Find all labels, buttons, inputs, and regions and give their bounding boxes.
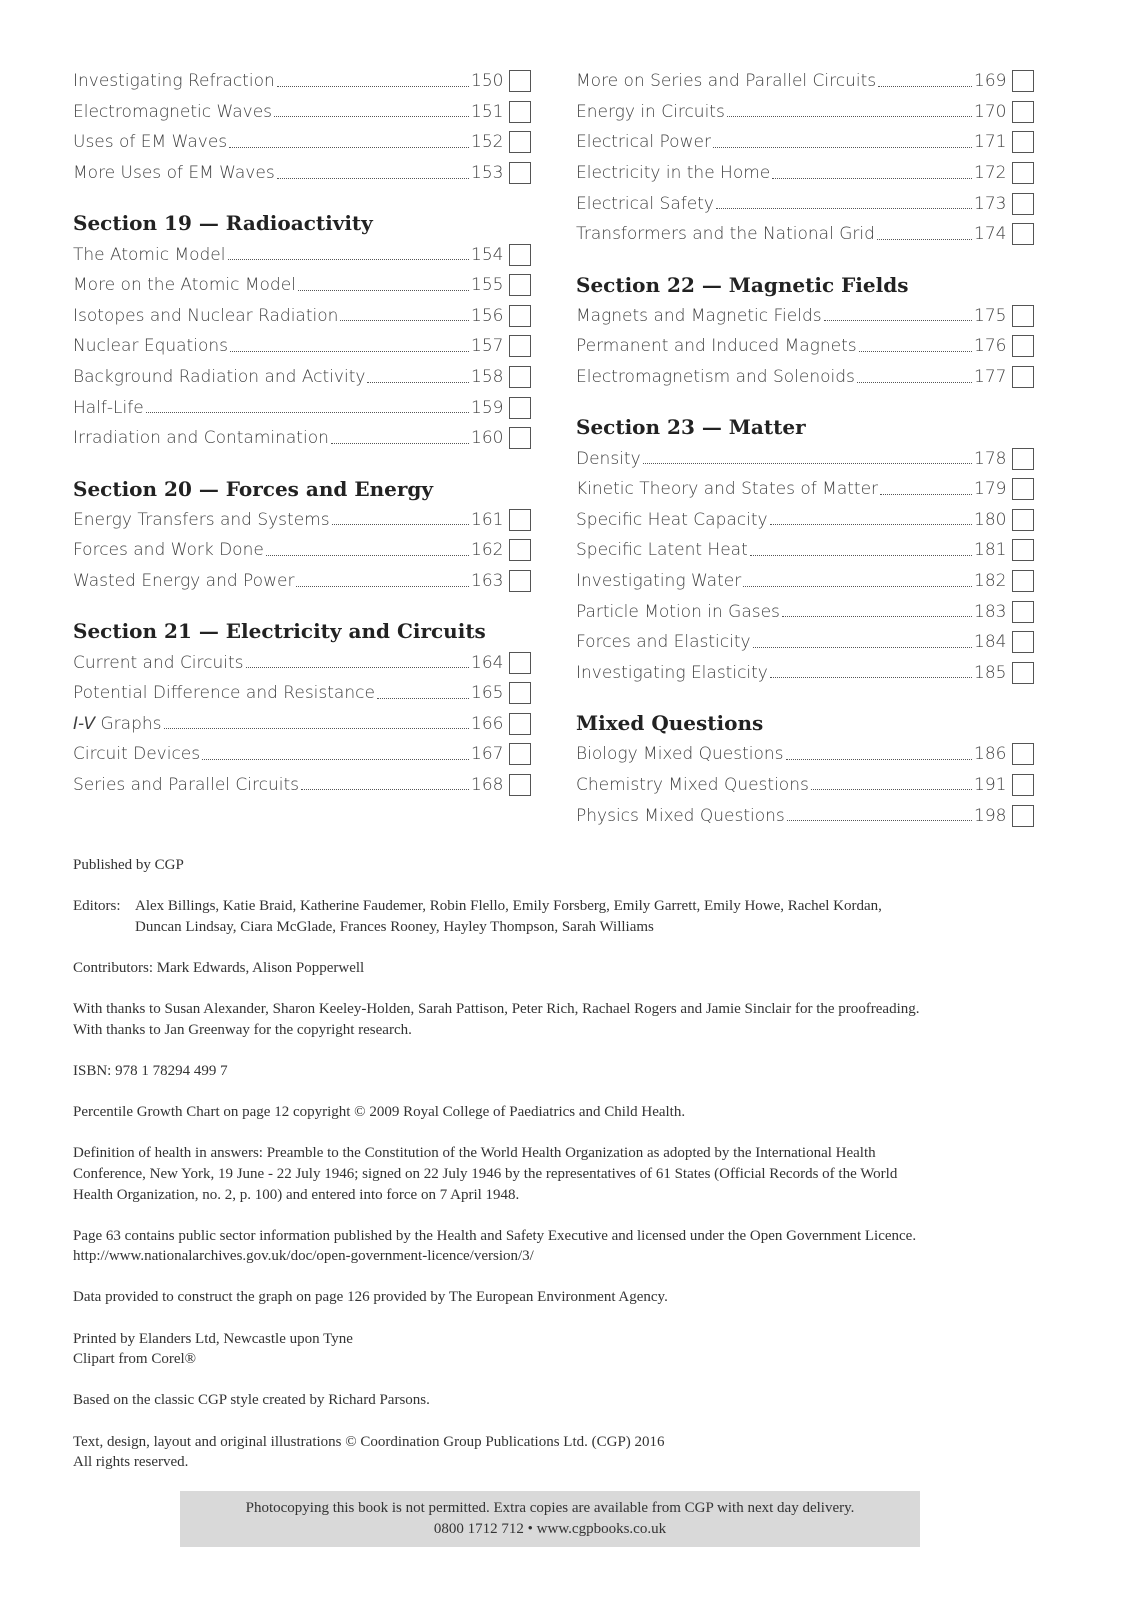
section-heading-section-23-matter: Section 23 — Matter: [576, 415, 806, 440]
progress-checkbox[interactable]: [1012, 662, 1034, 684]
toc-entry-title: Electromagnetic Waves: [73, 101, 273, 122]
toc-entry-title: Irradiation and Contamination: [73, 428, 329, 449]
dot-leader: [340, 320, 469, 321]
toc-entry-title: Investigating Refraction: [73, 71, 275, 92]
toc-entry-title: Chemistry Mixed Questions: [576, 774, 809, 795]
contributors: Contributors: Mark Edwards, Alison Popperwell: [73, 959, 365, 976]
toc-page-number: 151: [471, 101, 504, 122]
dot-leader: [164, 728, 470, 729]
progress-checkbox[interactable]: [1012, 570, 1034, 592]
toc-entry-title: Physics Mixed Questions: [576, 805, 785, 826]
toc-entry: [576, 566, 1034, 597]
toc-entry: [576, 596, 1034, 627]
toc-entry: [576, 443, 1034, 474]
toc-entry-title: The Atomic Model: [73, 244, 226, 265]
toc-entry: [73, 739, 531, 770]
toc-entry: [576, 770, 1034, 801]
photocopy-notice: [180, 1491, 920, 1547]
toc-page-number: 157: [471, 336, 504, 357]
dot-leader: [277, 178, 469, 179]
progress-checkbox[interactable]: [1012, 101, 1034, 123]
dot-leader: [266, 555, 469, 556]
definition-credit: [73, 1143, 1073, 1205]
progress-checkbox[interactable]: [509, 70, 531, 92]
thanks-line-2: With thanks to Jan Greenway for the copyright research.: [73, 1021, 412, 1038]
progress-checkbox[interactable]: [1012, 305, 1034, 327]
definition-line-1: Definition of health in answers: Preamble to the Constitution of the World Health Organization as adopted by the International Health: [73, 1145, 876, 1162]
toc-entry: [576, 97, 1034, 128]
progress-checkbox[interactable]: [509, 335, 531, 357]
toc-entry: [73, 362, 531, 393]
dot-leader: [782, 616, 972, 617]
toc-entry: [73, 709, 531, 740]
copyright-line: Text, design, layout and original illustrations © Coordination Group Publications Ltd. (CGP) 2016: [73, 1433, 665, 1450]
toc-page-number: 171: [974, 132, 1007, 153]
progress-checkbox[interactable]: [509, 652, 531, 674]
toc-entry-title: Half-Life: [73, 397, 144, 418]
toc-entry-title: Density: [576, 448, 641, 469]
progress-checkbox[interactable]: [1012, 539, 1034, 561]
toc-page-number: 198: [974, 805, 1007, 826]
toc-right-column: [576, 66, 1034, 831]
progress-checkbox[interactable]: [509, 774, 531, 796]
toc-page-number: 176: [974, 336, 1007, 357]
style-credit: Based on the classic CGP style created by Richard Parsons.: [73, 1392, 430, 1409]
progress-checkbox[interactable]: [1012, 743, 1034, 765]
toc-entry: [73, 423, 531, 454]
toc-entry: [73, 392, 531, 423]
toc-entry-title: Particle Motion in Gases: [576, 601, 780, 622]
progress-checkbox[interactable]: [1012, 70, 1034, 92]
toc-entry-title: Nuclear Equations: [73, 336, 228, 357]
progress-checkbox[interactable]: [1012, 601, 1034, 623]
toc-page-number: 173: [974, 193, 1007, 214]
dot-leader: [772, 178, 972, 179]
toc-page-number: 182: [974, 571, 1007, 592]
progress-checkbox[interactable]: [1012, 448, 1034, 470]
editors-line-2: Duncan Lindsay, Ciara McGlade, Frances Rooney, Hayley Thompson, Sarah Williams: [135, 918, 654, 935]
dot-leader: [713, 147, 972, 148]
dot-leader: [859, 351, 972, 352]
toc-page-number: 179: [974, 479, 1007, 500]
toc-entry: [576, 66, 1034, 97]
rights-reserved: All rights reserved.: [73, 1454, 189, 1471]
dot-leader: [824, 320, 972, 321]
progress-checkbox[interactable]: [509, 682, 531, 704]
notice-line-2: 0800 1712 712 • www.cgpbooks.co.uk: [433, 1520, 667, 1537]
toc-page-number: 158: [471, 367, 504, 388]
section-heading-mixed-questions: Mixed Questions: [576, 711, 764, 736]
toc-left-column: [73, 66, 531, 800]
toc-entry-title: Kinetic Theory and States of Matter: [576, 479, 879, 500]
definition-line-2: Conference, New York, 19 June - 22 July 1946; signed on 22 July 1946 by the representatives of 61 States (Official Records of the World: [73, 1165, 898, 1182]
toc-entry-title: Wasted Energy and Power: [73, 571, 295, 592]
dot-leader: [296, 586, 469, 587]
toc-page-number: 185: [974, 662, 1007, 683]
dot-leader: [228, 259, 470, 260]
dot-leader: [202, 759, 469, 760]
toc-entry: [73, 239, 531, 270]
progress-checkbox[interactable]: [1012, 223, 1034, 245]
progress-checkbox[interactable]: [509, 101, 531, 123]
dot-leader: [146, 412, 469, 413]
toc-entry: [576, 301, 1034, 332]
toc-page-number: 154: [471, 244, 504, 265]
editors-label: Editors:: [73, 898, 121, 915]
dot-leader: [857, 382, 972, 383]
progress-checkbox[interactable]: [1012, 805, 1034, 827]
dot-leader: [229, 147, 469, 148]
progress-checkbox[interactable]: [1012, 366, 1034, 388]
toc-page-number: 160: [471, 428, 504, 449]
toc-entry: [576, 331, 1034, 362]
dot-leader: [716, 208, 972, 209]
data-credit: Data provided to construct the graph on page 126 provided by The European Environment Agency.: [73, 1289, 668, 1306]
progress-checkbox[interactable]: [509, 274, 531, 296]
toc-page-number: 183: [974, 601, 1007, 622]
progress-checkbox[interactable]: [509, 305, 531, 327]
progress-checkbox[interactable]: [1012, 193, 1034, 215]
toc-entry: [576, 474, 1034, 505]
toc-page-number: 169: [974, 71, 1007, 92]
definition-line-3: Health Organization, no. 2, p. 100) and entered into force on 7 April 1948.: [73, 1186, 520, 1203]
dot-leader: [880, 494, 972, 495]
dot-leader: [230, 351, 469, 352]
progress-checkbox[interactable]: [1012, 774, 1034, 796]
page63-link: http://www.nationalarchives.gov.uk/doc/open-government-licence/version/3/: [73, 1248, 534, 1265]
dot-leader: [367, 382, 469, 383]
toc-entry-title: Energy in Circuits: [576, 101, 725, 122]
toc-entry-title: Uses of EM Waves: [73, 132, 228, 153]
thanks-line-1: With thanks to Susan Alexander, Sharon Keeley-Holden, Sarah Pattison, Peter Rich, Rachael Rogers and Jamie Sinclair for the proofreading.: [73, 1001, 920, 1018]
toc-page-number: 155: [471, 275, 504, 296]
toc-page-number: 156: [471, 305, 504, 326]
toc-page-number: 174: [974, 224, 1007, 245]
toc-entry: [73, 301, 531, 332]
progress-checkbox[interactable]: [509, 509, 531, 531]
page63-credit: [73, 1226, 1073, 1267]
printer-credit: [73, 1329, 1073, 1370]
dot-leader: [770, 677, 972, 678]
toc-entry-title: Energy Transfers and Systems: [73, 509, 330, 530]
toc-entry: [73, 331, 531, 362]
progress-checkbox[interactable]: [1012, 631, 1034, 653]
toc-page-number: 152: [471, 132, 504, 153]
dot-leader: [770, 524, 972, 525]
toc-page-number: 181: [974, 540, 1007, 561]
toc-entry-title: Electromagnetism and Solenoids: [576, 367, 855, 388]
dot-leader: [750, 555, 972, 556]
toc-entry-title: Background Radiation and Activity: [73, 367, 366, 388]
toc-entry: [576, 127, 1034, 158]
toc-page-number: 167: [471, 744, 504, 765]
toc-page-number: 163: [471, 571, 504, 592]
toc-page-number: 164: [471, 652, 504, 673]
toc-entry-title: Forces and Work Done: [73, 540, 264, 561]
toc-page-number: 168: [471, 774, 504, 795]
dot-leader: [277, 86, 469, 87]
toc-entry: [576, 188, 1034, 219]
toc-entry: [73, 66, 531, 97]
section-heading-section-21-electricity-and-circuits: Section 21 — Electricity and Circuits: [73, 619, 486, 644]
toc-entry-title: Permanent and Induced Magnets: [576, 336, 857, 357]
section-heading-section-20-forces-and-energy: Section 20 — Forces and Energy: [73, 476, 433, 501]
isbn: ISBN: 978 1 78294 499 7: [73, 1062, 228, 1079]
progress-checkbox[interactable]: [509, 570, 531, 592]
toc-entry-title: Forces and Elasticity: [576, 632, 751, 653]
dot-leader: [331, 443, 469, 444]
progress-checkbox[interactable]: [509, 131, 531, 153]
section-heading-section-19-radioactivity: Section 19 — Radioactivity: [73, 211, 373, 236]
percentile-credit: Percentile Growth Chart on page 12 copyright © 2009 Royal College of Paediatrics and Child Health.: [73, 1104, 686, 1121]
toc-entry: [73, 97, 531, 128]
dot-leader: [753, 647, 972, 648]
progress-checkbox[interactable]: [509, 713, 531, 735]
toc-entry-title: Circuit Devices: [73, 744, 201, 765]
dot-leader: [332, 524, 469, 525]
section-heading-section-22-magnetic-fields: Section 22 — Magnetic Fields: [576, 272, 909, 297]
toc-entry-title-italic: I-V: [73, 713, 96, 734]
toc-page-number: 165: [471, 683, 504, 704]
dot-leader: [877, 239, 972, 240]
toc-entry-title: Series and Parallel Circuits: [73, 774, 299, 795]
dot-leader: [246, 667, 469, 668]
progress-checkbox[interactable]: [509, 162, 531, 184]
toc-page-number: 172: [974, 163, 1007, 184]
published-by: Published by CGP: [73, 857, 184, 873]
toc-entry: [576, 505, 1034, 536]
toc-page-number: 175: [974, 305, 1007, 326]
dot-leader: [727, 116, 972, 117]
toc-entry: [73, 127, 531, 158]
toc-entry-title: More on the Atomic Model: [73, 275, 296, 296]
toc-entry: [73, 535, 531, 566]
progress-checkbox[interactable]: [509, 397, 531, 419]
printed-by: Printed by Elanders Ltd, Newcastle upon Tyne: [73, 1330, 353, 1347]
toc-entry: [576, 219, 1034, 250]
toc-entry-title-rest: Graphs: [95, 713, 162, 734]
toc-entry: [73, 770, 531, 801]
dot-leader: [377, 698, 469, 699]
page63-line-1: Page 63 contains public sector information published by the Health and Safety Executive and licensed under the Open Government Licence.: [73, 1227, 917, 1244]
toc-page-number: 186: [974, 744, 1007, 765]
toc-entry: [576, 362, 1034, 393]
dot-leader: [811, 789, 972, 790]
toc-page-number: 177: [974, 367, 1007, 388]
toc-page-number: 166: [471, 713, 504, 734]
toc-entry: [576, 535, 1034, 566]
progress-checkbox[interactable]: [1012, 478, 1034, 500]
toc-entry-title: Specific Heat Capacity: [576, 509, 768, 530]
toc-entry-title: Investigating Elasticity: [576, 662, 768, 683]
toc-entry: [576, 158, 1034, 189]
progress-checkbox[interactable]: [509, 539, 531, 561]
thanks: [73, 999, 1073, 1040]
toc-entry-title: Current and Circuits: [73, 652, 244, 673]
toc-entry-title: Biology Mixed Questions: [576, 744, 784, 765]
toc-entry-title: Electrical Power: [576, 132, 711, 153]
progress-checkbox[interactable]: [509, 427, 531, 449]
progress-checkbox[interactable]: [1012, 335, 1034, 357]
dot-leader: [301, 789, 469, 790]
toc-page-number: 178: [974, 448, 1007, 469]
toc-entry-title: Investigating Water: [576, 571, 742, 592]
progress-checkbox[interactable]: [1012, 162, 1034, 184]
toc-page-number: 180: [974, 509, 1007, 530]
dot-leader: [298, 290, 469, 291]
progress-checkbox[interactable]: [1012, 509, 1034, 531]
toc-entry: [73, 158, 531, 189]
toc-entry: [73, 270, 531, 301]
dot-leader: [743, 586, 972, 587]
progress-checkbox[interactable]: [509, 366, 531, 388]
toc-entry: [73, 566, 531, 597]
clipart-credit: Clipart from Corel®: [73, 1351, 197, 1368]
notice-line-1: Photocopying this book is not permitted. Extra copies are available from CGP with next day delivery.: [245, 1500, 855, 1516]
toc-entry: [73, 678, 531, 709]
toc-entry-title: [73, 714, 162, 734]
toc-entry: [576, 658, 1034, 689]
toc-entry-title: More Uses of EM Waves: [73, 163, 275, 184]
toc-entry: [73, 505, 531, 536]
editors-line-1: Alex Billings, Katie Braid, Katherine Faudemer, Robin Flello, Emily Forsberg, Emily Garrett, Emily Howe, Rachel Kordan,: [135, 898, 882, 915]
editors: [73, 896, 1073, 937]
toc-entry-title: Electrical Safety: [576, 193, 714, 214]
toc-entry-title: Electricity in the Home: [576, 163, 771, 184]
toc-page-number: 161: [471, 509, 504, 530]
toc-page-number: 162: [471, 540, 504, 561]
dot-leader: [643, 463, 972, 464]
dot-leader: [787, 820, 972, 821]
toc-page-number: 153: [471, 163, 504, 184]
dot-leader: [878, 86, 972, 87]
dot-leader: [786, 759, 972, 760]
toc-entry-title: Specific Latent Heat: [576, 540, 748, 561]
toc-entry: [576, 627, 1034, 658]
progress-checkbox[interactable]: [1012, 131, 1034, 153]
progress-checkbox[interactable]: [509, 743, 531, 765]
toc-page-number: 184: [974, 632, 1007, 653]
toc-entry: [73, 647, 531, 678]
toc-entry: [576, 739, 1034, 770]
toc-page-number: 191: [974, 774, 1007, 795]
credits-block: [73, 855, 1073, 1493]
toc-entry-title: More on Series and Parallel Circuits: [576, 71, 877, 92]
dot-leader: [274, 116, 469, 117]
progress-checkbox[interactable]: [509, 244, 531, 266]
toc-entry-title: Magnets and Magnetic Fields: [576, 305, 822, 326]
toc-entry-title: Isotopes and Nuclear Radiation: [73, 305, 339, 326]
toc-entry: [576, 800, 1034, 831]
toc-page-number: 170: [974, 101, 1007, 122]
toc-page-number: 159: [471, 397, 504, 418]
copyright: [73, 1432, 1073, 1473]
toc-page-number: 150: [471, 71, 504, 92]
toc-entry-title: Transformers and the National Grid: [576, 224, 875, 245]
toc-entry-title: Potential Difference and Resistance: [73, 683, 375, 704]
